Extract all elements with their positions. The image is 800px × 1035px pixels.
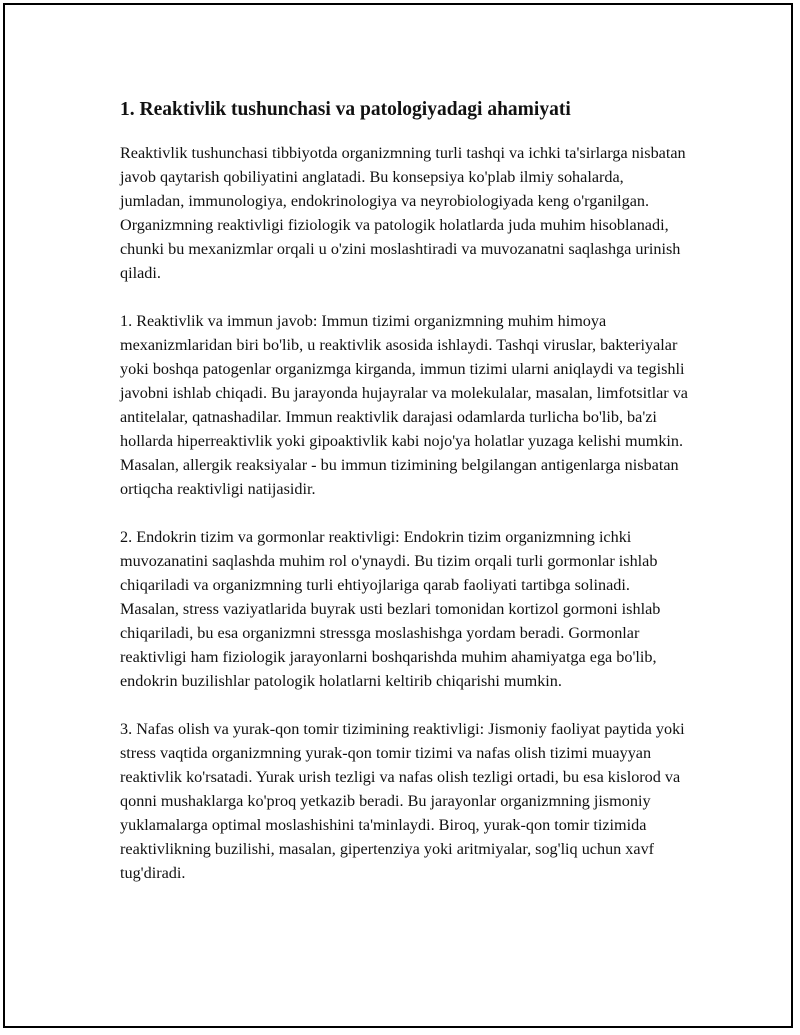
intro-paragraph: Reaktivlik tushunchasi tibbiyotda organizmning turli tashqi va ichki ta'sirlarga nisbatan javob qaytarish qobiliyatini anglatadi. Bu konsepsiya ko'plab ilmiy sohalarda, jumladan, immunologiya, endokrinologiya va neyrobiologiyada keng o'rganilgan. Organizmning reaktivligi fiziologik va patologik holatlarda juda muhim hisoblanadi, chunki bu mexanizmlar orqali u o'zini moslashtiradi va muvozanatni saqlashga urinish qiladi. (120, 144, 686, 282)
endocrine-reactivity-paragraph: 2. Endokrin tizim va gormonlar reaktivligi: Endokrin tizim organizmning ichki muvozanatini saqlashda muhim rol o'ynaydi. Bu tizim orqali turli gormonlar ishlab chiqariladi va organizmning turli ehtiyojlariga qarab faoliyati tartibga solinadi. Masalan, stress vaziyatlarida buyrak usti bezlari tomonidan kortizol gormoni ishlab chiqariladi, bu esa organizmni stressga moslashishga yordam beradi. Gormonlar reaktivligi ham fiziologik jarayonlarni boshqarishda muhim ahamiyatga ega bo'lib, endokrin buzilishlar patologik holatlarni keltirib chiqarishi mumkin. (120, 528, 661, 690)
document-page (3, 3, 793, 1028)
immune-reactivity-paragraph: 1. Reaktivlik va immun javob: Immun tizimi organizmning muhim himoya mexanizmlaridan biri bo'lib, u reaktivlik asosida ishlaydi. Tashqi viruslar, bakteriyalar yoki boshqa patogenlar organizmga kirganda, immun tizimi ularni aniqlaydi va tegishli javobni ishlab chiqadi. Bu jarayonda hujayralar va molekulalar, masalan, limfotsitlar va antitelalar, qatnashadilar. Immun reaktivlik darajasi odamlarda turlicha bo'lib, ba'zi hollarda hiperreaktivlik yoki gipoaktivlik kabi nojo'ya holatlar yuzaga kelishi mumkin. Masalan, allergik reaksiyalar - bu immun tizimining belgilangan antigenlarga nisbatan ortiqcha reaktivligi natijasidir. (120, 312, 688, 498)
section-heading: 1. Reaktivlik tushunchasi va patologiyadagi ahamiyati (120, 99, 571, 120)
cardiorespiratory-reactivity-paragraph: 3. Nafas olish va yurak-qon tomir tizimining reaktivligi: Jismoniy faoliyat paytida yoki stress vaqtida organizmning yurak-qon tomir tizimi va nafas olish tizimi muayyan reaktivlik ko'rsatadi. Yurak urish tezligi va nafas olish tezligi ortadi, bu esa kislorod va qonni mushaklarga ko'proq yetkazib beradi. Bu jarayonlar organizmning jismoniy yuklamalarga optimal moslashishini ta'minlaydi. Biroq, yurak-qon tomir tizimida reaktivlikning buzilishi, masalan, gipertenziya yoki aritmiyalar, sog'liq uchun xavf tug'diradi. (120, 720, 685, 882)
document-body (120, 97, 690, 909)
